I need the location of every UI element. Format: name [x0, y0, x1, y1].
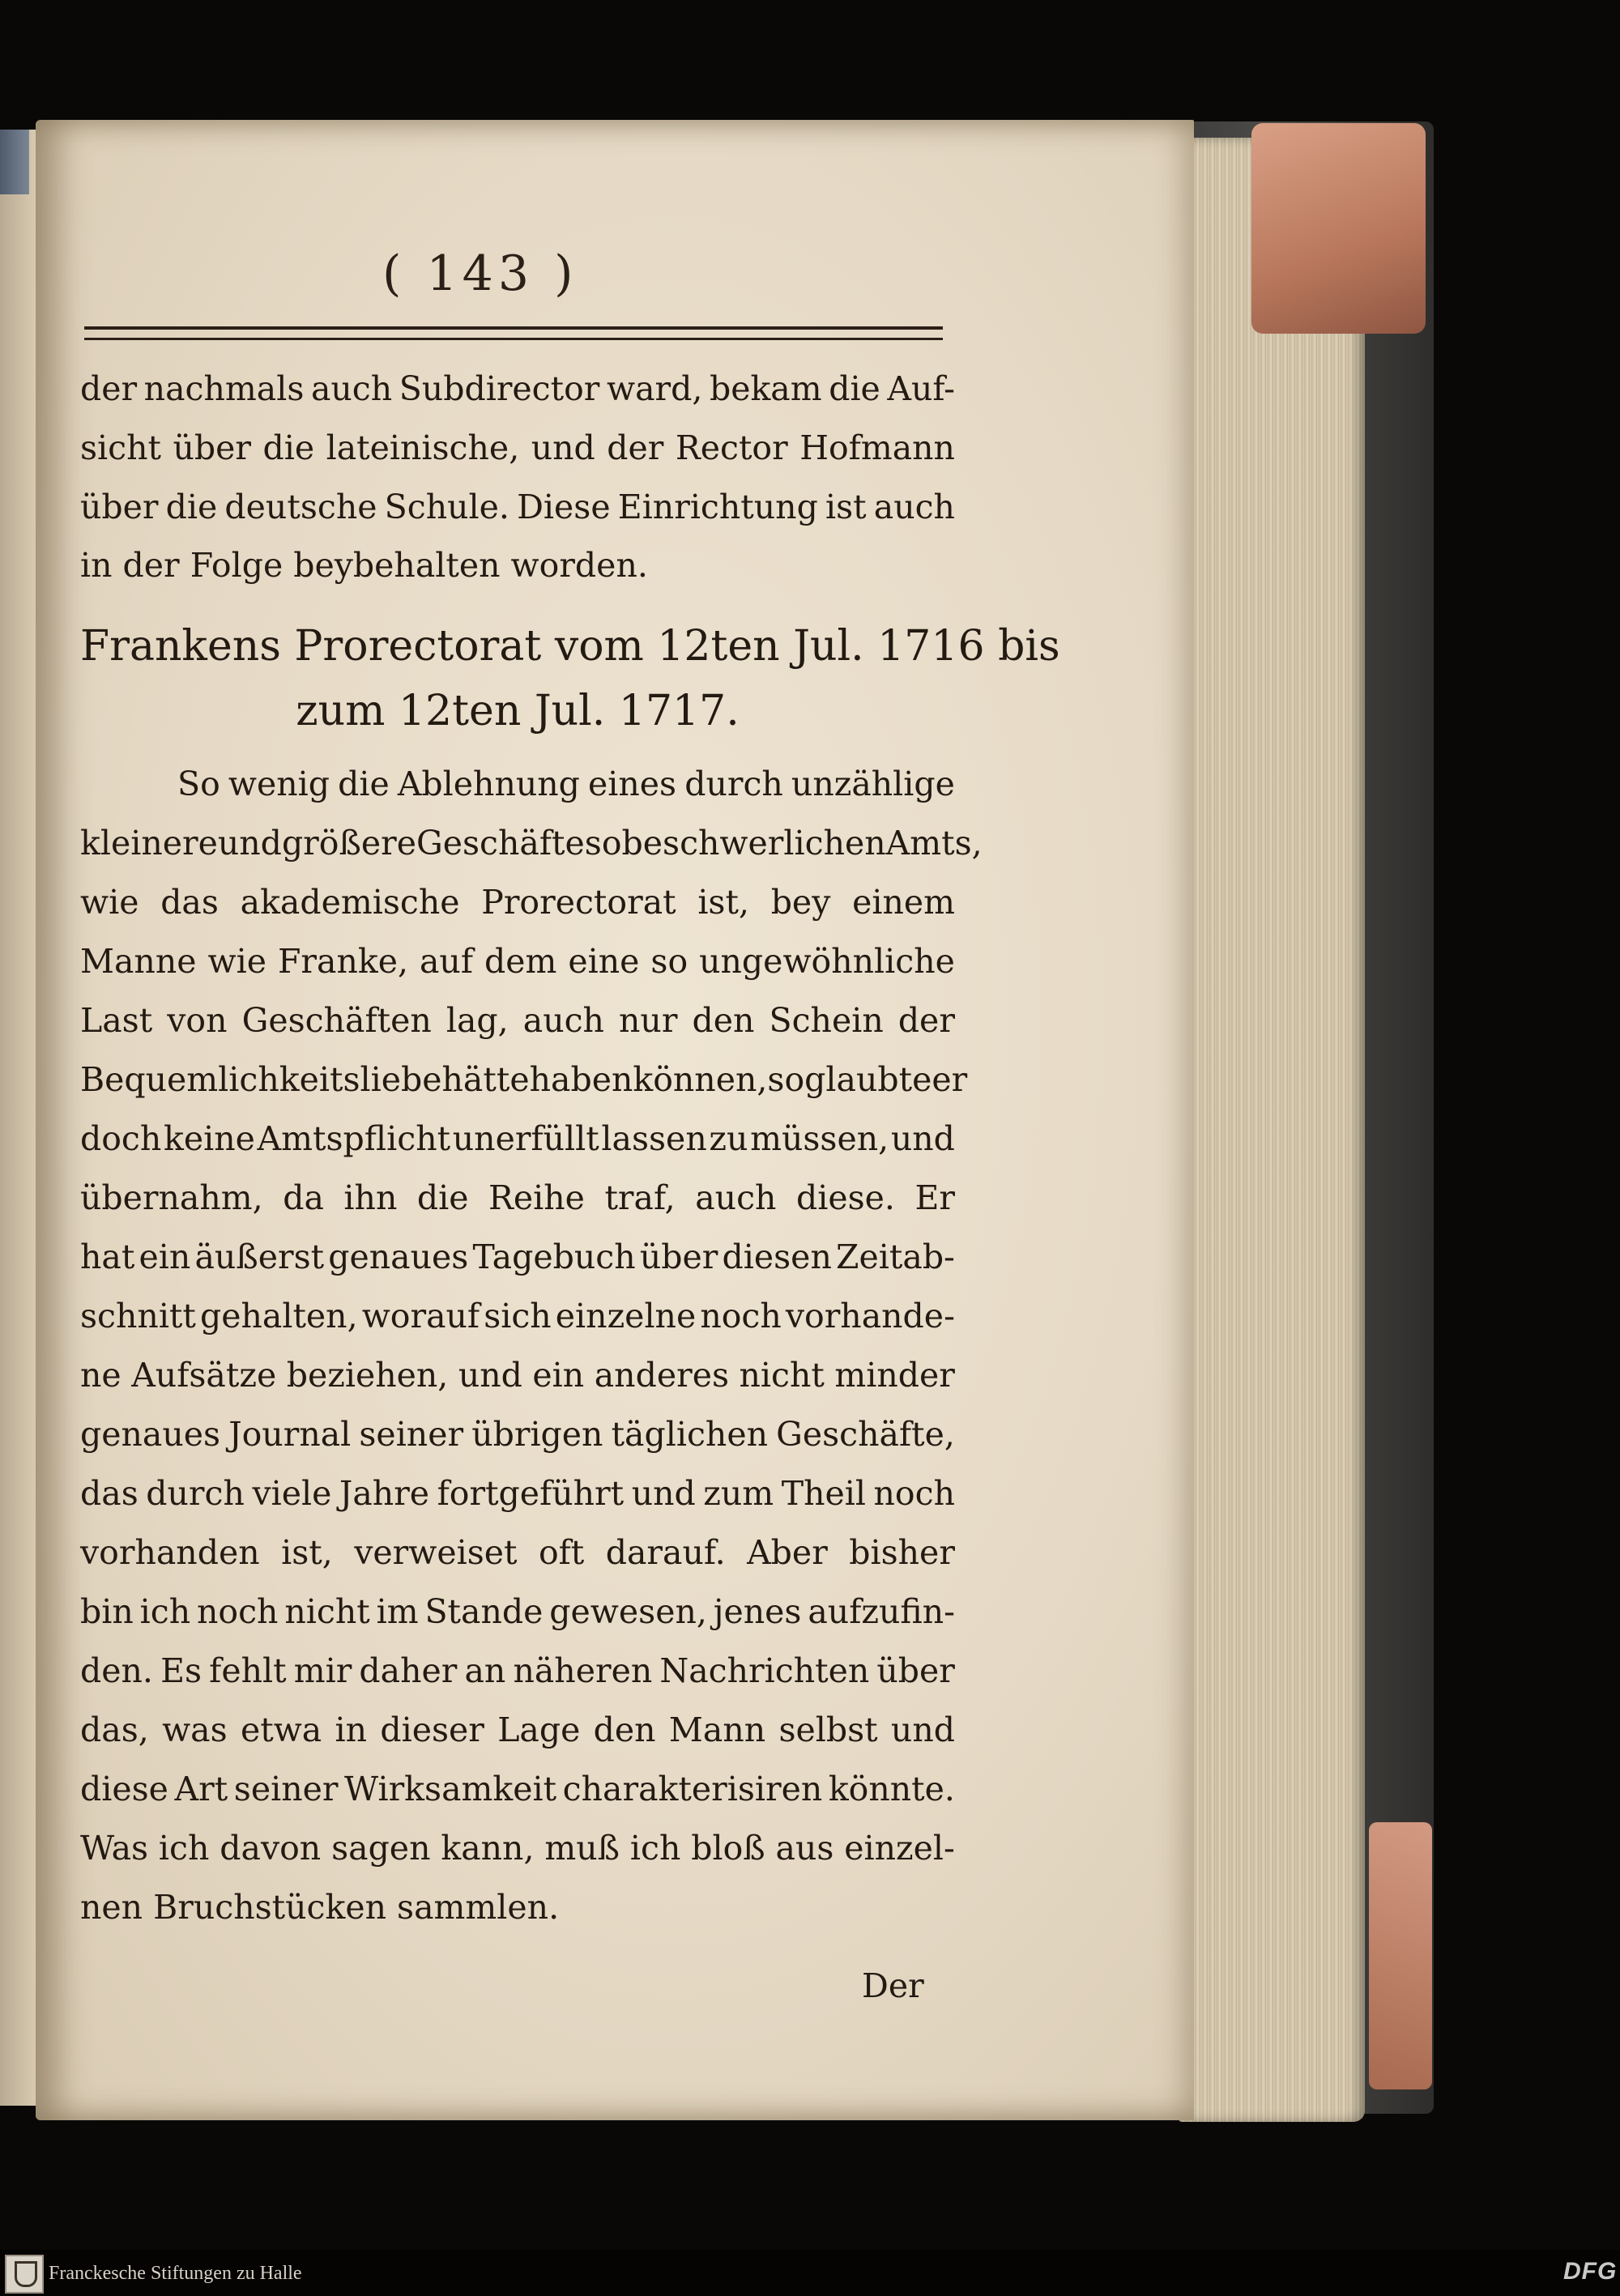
dfg-logo: DFG — [1563, 2258, 1618, 2285]
text-line: kleinere und größere Geschäfte so beschwerlichen Amts, — [80, 824, 983, 863]
text-line: sicht über die lateinische, und der Rector Hofmann — [80, 428, 955, 467]
text-line: das durch viele Jahre fortgeführt und zum Theil noch — [80, 1474, 955, 1513]
binding-strip — [0, 130, 29, 194]
text-line: das, was etwa in dieser Lage den Mann selbst und — [80, 1710, 955, 1749]
text-line: übernahm, da ihn die Reihe traf, auch diese. Er — [80, 1178, 955, 1217]
text-line: vorhanden ist, verweiset oft darauf. Aber bisher — [80, 1533, 955, 1572]
text-line: der nachmals auch Subdirector ward, bekam die Auf- — [80, 369, 955, 408]
text-line: ne Aufsätze beziehen, und ein anderes nicht minder — [80, 1356, 955, 1395]
text-line: doch keine Amtspflicht unerfüllt lassen zu müssen, und — [80, 1119, 955, 1158]
francke-foundation-logo-icon — [5, 2255, 44, 2294]
text-line: Manne wie Franke, auf dem eine so ungewöhnliche — [80, 942, 955, 981]
catchword: Der — [862, 1966, 924, 2005]
section-heading: Frankens Prorectorat vom 12ten Jul. 1716 bis — [80, 622, 1060, 671]
text-line: den. Es fehlt mir daher an näheren Nachrichten über — [80, 1651, 955, 1690]
text-line: So wenig die Ablehnung eines durch unzählige — [177, 765, 955, 803]
left-page-edge — [0, 130, 38, 2106]
text-line: hat ein äußerst genaues Tagebuch über diesen Zeitab- — [80, 1237, 955, 1276]
leather-corner-top — [1251, 123, 1426, 334]
text-line: Last von Geschäften lag, auch nur den Schein der — [80, 1001, 955, 1040]
text-line: wie das akademische Prorectorat ist, bey einem — [80, 883, 955, 922]
footer-institution: Franckesche Stiftungen zu Halle — [49, 2263, 302, 2284]
page-number-header: ( 143 ) — [382, 245, 578, 302]
text-line: in der Folge beybehalten worden. — [80, 546, 648, 585]
text-line: bin ich noch nicht im Stande gewesen, jenes aufzufin- — [80, 1592, 955, 1631]
header-rule — [84, 326, 943, 340]
text-line: diese Art seiner Wirksamkeit charakterisiren könnte. — [80, 1770, 955, 1808]
text-line: Was ich davon sagen kann, muß ich bloß aus einzel- — [80, 1829, 955, 1868]
page-edges — [1179, 138, 1365, 2122]
leather-corner-bottom — [1369, 1822, 1432, 2089]
text-line: Bequemlichkeitsliebe hätte haben können, so glaubte er — [80, 1060, 968, 1099]
text-line: nen Bruchstücken sammlen. — [80, 1888, 560, 1927]
text-line: schnitt gehalten, worauf sich einzelne noch vorhande- — [80, 1297, 955, 1335]
text-line: genaues Journal seiner übrigen täglichen Geschäfte, — [80, 1415, 955, 1454]
text-line: über die deutsche Schule. Diese Einrichtung ist auch — [80, 488, 955, 526]
section-heading-line2: zum 12ten Jul. 1717. — [296, 687, 740, 735]
